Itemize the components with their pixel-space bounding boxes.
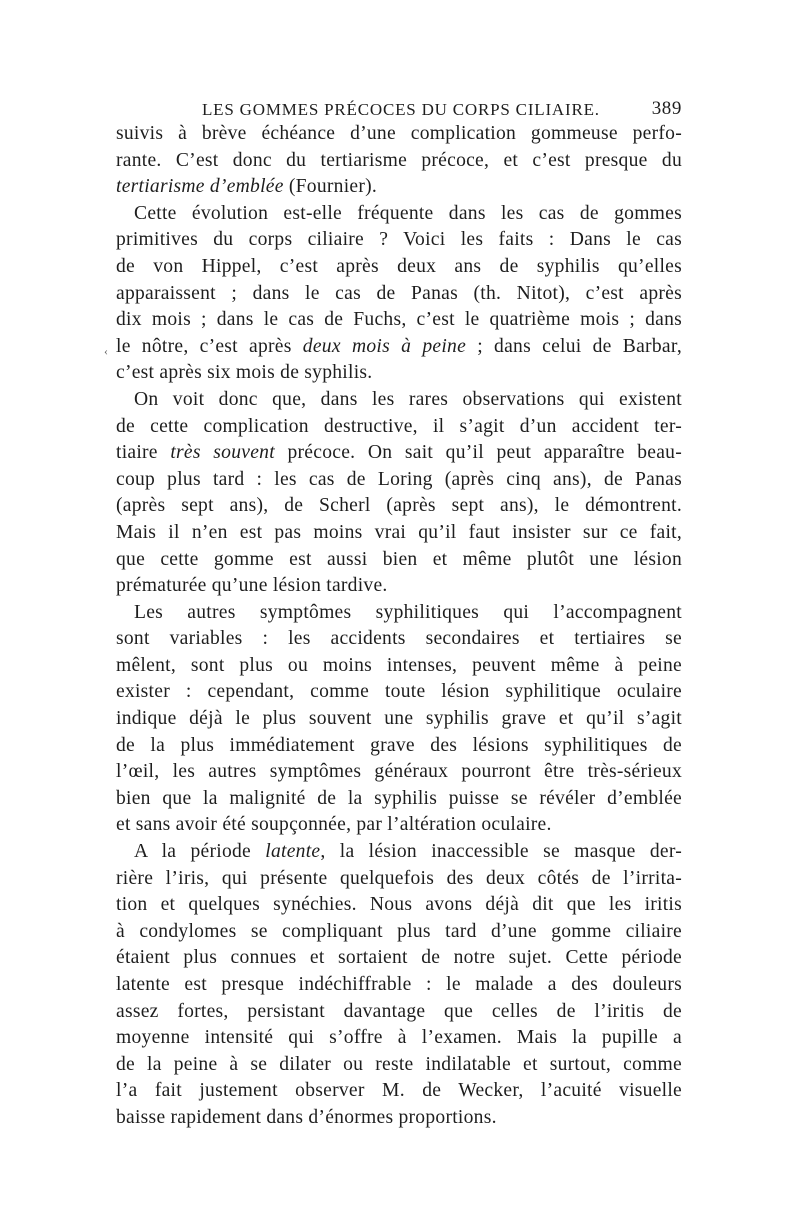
text-line [116,547,682,574]
text-line [116,254,682,281]
text-run: de la plus immédiatement grave des lésions syphilitiques de [116,734,682,756]
text-run: exister : cependant, comme toute lésion syphilitique oculaire [116,681,682,703]
text-line [116,1105,682,1132]
text-line [116,653,682,680]
italic-run: tertiarisme d’emblée [116,176,284,198]
text-run: coup plus tard : les cas de Loring (après cinq ans), de Panas [116,468,682,490]
text-line [116,467,682,494]
text-line [116,201,682,228]
text-line [116,786,682,813]
text-line [116,945,682,972]
text-line [116,733,682,760]
running-head-title: LES GOMMES PRÉCOCES DU CORPS CILIAIRE. [202,100,600,119]
text-line [116,999,682,1026]
text-run: précoce. On sait qu’il peut apparaître beau- [274,442,682,464]
text-run: de von Hippel, c’est après deux ans de syphilis qu’elles [116,255,682,277]
text-run: sont variables : les accidents secondaires et tertiaires se [116,628,682,650]
text-line [116,281,682,308]
text-run: tion et quelques synéchies. Nous avons déjà dit que les iritis [116,894,682,916]
text-line [116,121,682,148]
paragraph [116,201,682,387]
text-run: Les autres symptômes syphilitiques qui l’accompagnent [134,601,682,623]
text-line [116,812,682,839]
text-run: à condylomes se compliquant plus tard d’une gomme ciliaire [116,920,682,942]
text-run: l’œil, les autres symptômes généraux pourront être très-sérieux [116,761,682,783]
text-run: dix mois ; dans le cas de Fuchs, c’est le quatrième mois ; dans [116,309,682,331]
text-run: moyenne intensité qui s’offre à l’examen. Mais la pupille a [116,1027,682,1049]
text-line [116,334,682,361]
text-run: On voit donc que, dans les rares observations qui existent [134,388,682,410]
text-run: de la peine à se dilater ou reste indilatable et surtout, comme [116,1053,682,1075]
text-line [116,972,682,999]
running-head [116,98,682,122]
text-line [116,414,682,441]
text-line [116,387,682,414]
text-run: baisse rapidement dans d’énormes proportions. [116,1106,497,1128]
text-run: Cette évolution est-elle fréquente dans les cas de gommes [134,202,682,224]
text-run: suivis à brève échéance d’une complication gommeuse perfo- [116,123,682,144]
text-run: bien que la malignité de la syphilis puisse se révéler d’emblée [116,787,682,809]
text-run: (après sept ans), de Scherl (après sept ans), le démontrent. [116,495,682,517]
text-line [116,919,682,946]
text-run: et sans avoir été soupçonnée, par l’altération oculaire. [116,814,552,836]
text-run: mêlent, sont plus ou moins intenses, peuvent même à peine [116,654,682,676]
text-run: rière l’iris, qui présente quelquefois des deux côtés de l’irrita- [116,867,682,889]
text-line [116,360,682,387]
text-run: de cette complication destructive, il s’agit d’un accident ter- [116,415,682,437]
text-line [116,706,682,733]
text-run: indique déjà le plus souvent une syphilis grave et qu’il s’agit [116,708,682,730]
text-run: que cette gomme est aussi bien et même plutôt une lésion [116,548,682,570]
text-run: assez fortes, persistant davantage que celles de l’iritis de [116,1000,682,1022]
text-run: l’a fait justement observer M. de Wecker, l’acuité visuelle [116,1080,682,1102]
text-run: tiaire [116,442,171,464]
text-line [116,1078,682,1105]
text-run: rante. C’est donc du tertiarisme précoce, et c’est presque du [116,149,682,171]
text-run: le nôtre, c’est après [116,335,303,357]
text-line [116,520,682,547]
text-line [116,1052,682,1079]
text-line [116,440,682,467]
text-run: (Fournier). [283,176,378,198]
text-run: étaient plus connues et sortaient de notre sujet. Cette période [116,947,682,969]
paragraph [116,121,682,201]
text-line [116,227,682,254]
text-line [116,148,682,175]
text-run: primitives du corps ciliaire ? Voici les faits : Dans le cas [116,229,682,251]
text-line [116,759,682,786]
text-line [116,1025,682,1052]
text-run: , la lésion inaccessible se masque der- [320,841,682,863]
text-line [116,573,682,600]
page-number: 389 [651,98,682,119]
text-run: ; dans celui de Barbar, [466,335,682,357]
text-run: latente est presque indéchiffrable : le malade a des douleurs [116,974,682,995]
paragraph [116,600,682,839]
text-run: prématurée qu’une lésion tardive. [116,575,388,597]
margin-mark: ‹ [104,344,108,358]
paragraph [116,387,682,600]
text-line [116,307,682,334]
italic-run: latente [265,841,321,863]
text-line [116,866,682,893]
italic-run: deux mois à peine [302,335,467,357]
text-line [116,892,682,919]
text-run: A la période [134,841,266,863]
text-line [116,679,682,706]
text-line [116,600,682,627]
text-run: Mais il n’en est pas moins vrai qu’il faut insister sur ce fait, [116,521,682,543]
text-line [116,493,682,520]
body-text [116,121,682,1132]
text-line [116,839,682,866]
text-run: apparaissent ; dans le cas de Panas (th. Nitot), c’est après [116,282,682,304]
paragraph [116,839,682,1132]
text-run: c’est après six mois de syphilis. [116,362,373,384]
text-line [116,174,682,201]
italic-run: très souvent [170,442,275,464]
text-line [116,626,682,653]
